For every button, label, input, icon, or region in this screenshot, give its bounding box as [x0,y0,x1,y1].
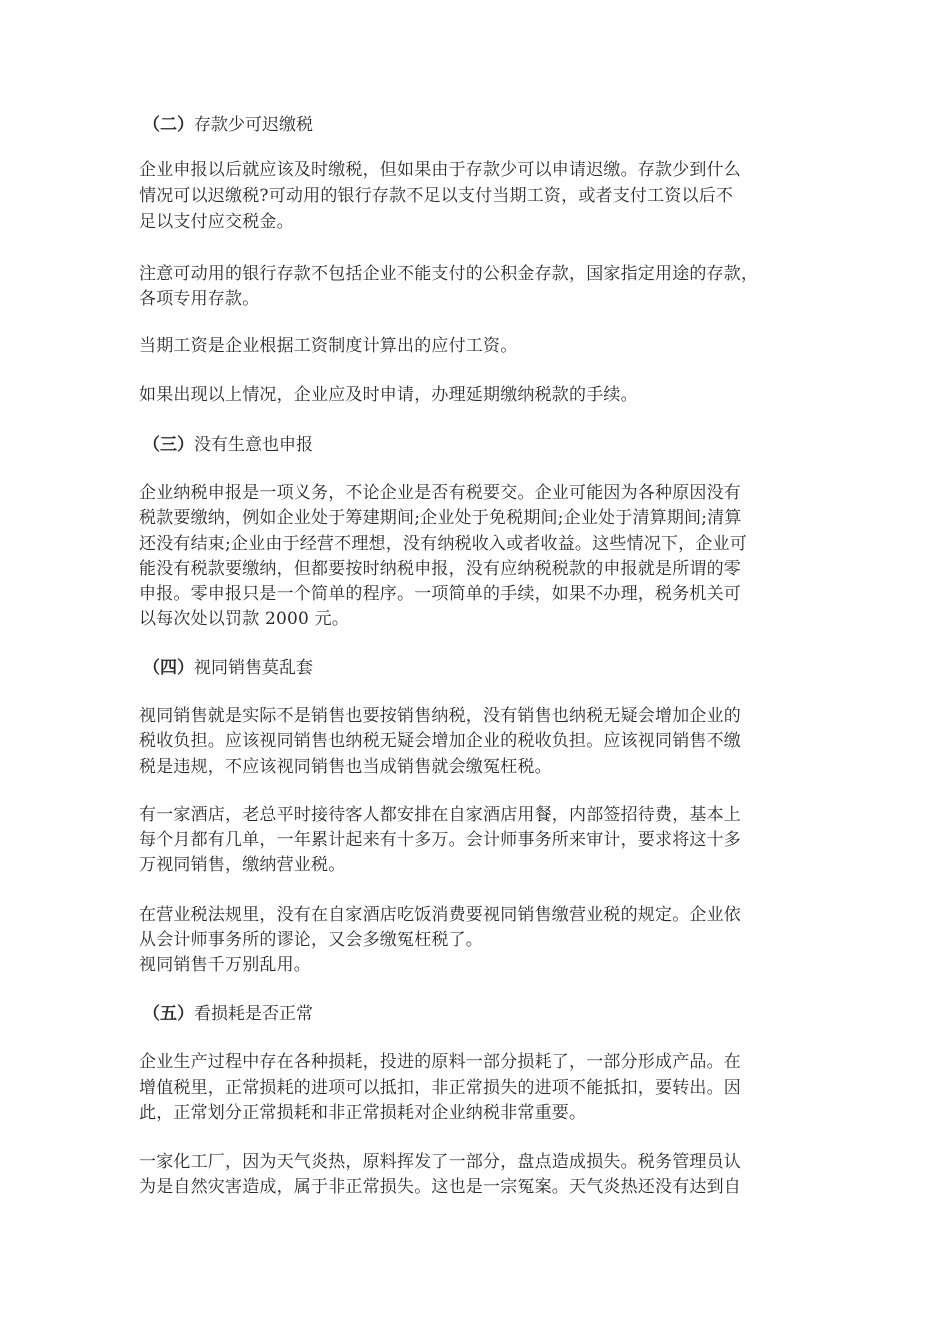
section-title: 没有生意也申报 [194,435,313,455]
section-title: 视同销售莫乱套 [194,658,313,678]
text-line: 能没有税款要缴纳，但都要按时纳税申报，没有应纳税税款的申报就是所谓的零 [139,559,741,579]
text-line: 增值税里，正常损耗的进项可以抵扣，非正常损失的进项不能抵扣，要转出。因 [139,1078,741,1098]
text-line: 当期工资是企业根据工资制度计算出的应付工资。 [139,336,518,356]
text-line: 税款要缴纳，例如企业处于筹建期间;企业处于免税期间;企业处于清算期间;清算 [139,508,742,528]
text-line: 税收负担。应该视同销售也纳税无疑会增加企业的税收负担。应该视同销售不缴 [139,731,741,751]
text-line: 企业申报以后就应该及时缴税，但如果由于存款少可以申请迟缴。存款少到什么 [139,160,741,180]
text-line: 情况可以迟缴税?可动用的银行存款不足以支付当期工资，或者支付工资以后不 [139,186,734,206]
section-heading [143,113,313,137]
section-title: 看损耗是否正常 [194,1004,313,1024]
text-line: 各项专用存款。 [139,289,260,309]
text-line: 申报。零申报只是一个简单的程序。一项简单的手续，如果不办理，税务机关可 [139,584,741,604]
section-number: （五） [143,1004,194,1024]
text-line: 从会计师事务所的谬论，又会多缴冤枉税了。 [139,930,483,950]
text-line: 为是自然灾害造成，属于非正常损失。这也是一宗冤案。天气炎热还没有达到自 [139,1177,741,1197]
text-line: 视同销售就是实际不是销售也要按销售纳税，没有销售也纳税无疑会增加企业的 [139,706,741,726]
text-line: 税是违规，不应该视同销售也当成销售就会缴冤枉税。 [139,757,552,777]
text-line: 注意可动用的银行存款不包括企业不能支付的公积金存款，国家指定用途的存款， [139,264,759,284]
text-line: 有一家酒店，老总平时接待客人都安排在自家酒店用餐，内部签招待费，基本上 [139,805,741,825]
text-line: 一家化工厂，因为天气炎热，原料挥发了一部分，盘点造成损失。税务管理员认 [139,1152,741,1172]
section-heading [143,433,313,457]
section-heading [143,656,313,680]
text-line: 足以支付应交税金。 [139,212,294,232]
text-line: 以每次处以罚款 2000 元。 [139,609,350,629]
text-line: 企业纳税申报是一项义务，不论企业是否有税要交。企业可能因为各种原因没有 [139,483,741,503]
text-line: 在营业税法规里，没有在自家酒店吃饭消费要视同销售缴营业税的规定。企业依 [139,905,741,925]
text-line: 每个月都有几单，一年累计起来有十多万。会计师事务所来审计，要求将这十多 [139,830,741,850]
section-title: 存款少可迟缴税 [194,115,313,135]
text-line: 还没有结束;企业由于经营不理想，没有纳税收入或者收益。这些情况下，企业可 [139,534,747,554]
section-number: （二） [143,115,194,135]
text-line: 如果出现以上情况，企业应及时申请，办理延期缴纳税款的手续。 [139,385,638,405]
section-number: （三） [143,435,194,455]
section-heading [143,1002,313,1026]
text-line: 此，正常划分正常损耗和非正常损耗对企业纳税非常重要。 [139,1103,587,1123]
text-line: 视同销售千万别乱用。 [139,955,311,975]
text-line: 企业生产过程中存在各种损耗，投进的原料一部分损耗了，一部分形成产品。在 [139,1052,741,1072]
text-line: 万视同销售，缴纳营业税。 [139,855,346,875]
section-number: （四） [143,658,194,678]
